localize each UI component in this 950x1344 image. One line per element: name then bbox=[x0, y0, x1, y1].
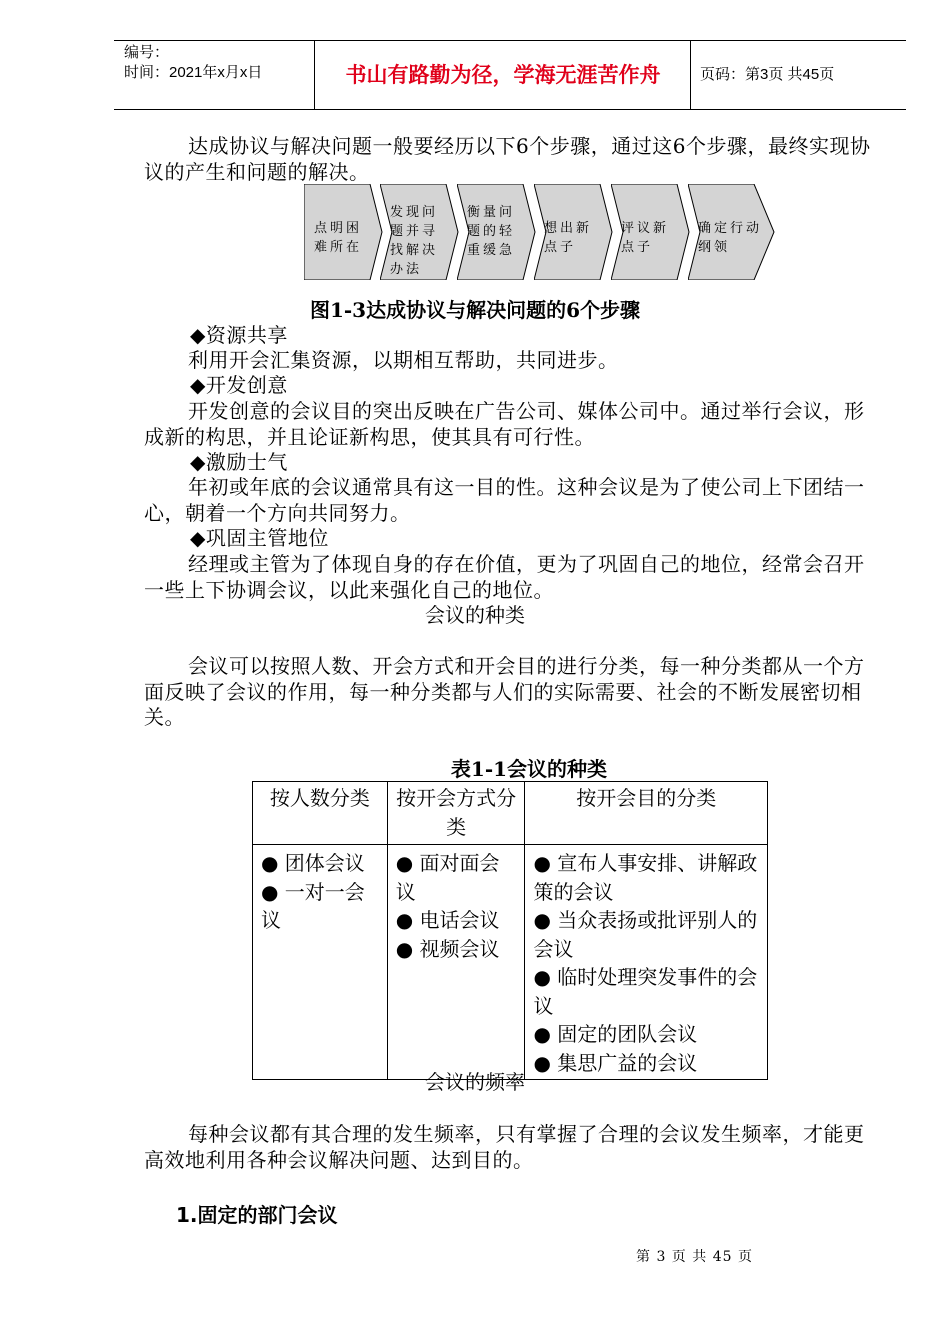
types-title: 会议的种类 bbox=[425, 603, 525, 627]
meeting-types-table bbox=[252, 781, 768, 1080]
list-item: ● 集思广益的会议 bbox=[533, 1050, 698, 1075]
figure-caption: 图1-3达成协议与解决问题的6个步骤 bbox=[309, 298, 641, 322]
frequency-title: 会议的频率 bbox=[425, 1070, 525, 1094]
header-meta bbox=[124, 43, 262, 83]
intro-paragraph: 达成协议与解决问题一般要经历以下6个步骤，通过这6个步骤，最终实现协议的产生和问题的解决。 bbox=[144, 134, 871, 184]
table-caption: 表1-1会议的种类 bbox=[450, 757, 608, 781]
header-page-info: 页码：第3页 共45页 bbox=[700, 66, 835, 83]
table-row bbox=[253, 845, 768, 1080]
section-body: 开发创意的会议目的突出反映在广告公司、媒体公司中。通过举行会议，形成新的构思，并且论证新构思，使其具有可行性。 bbox=[144, 399, 865, 449]
header-motto: 书山有路勤为径，学海无涯苦作舟 bbox=[345, 62, 661, 87]
list-item: ● 一对一会议 bbox=[261, 879, 365, 932]
list-item: ● 临时处理突发事件的会议 bbox=[533, 965, 758, 1018]
header-number: 编号： bbox=[124, 44, 170, 61]
header-divider bbox=[314, 41, 315, 109]
page-footer: 第 3 页 共 45 页 bbox=[636, 1249, 753, 1265]
frequency-paragraph: 每种会议都有其合理的发生频率，只有掌握了合理的会议发生频率，才能更高效地利用各种会议解决问题、达到目的。 bbox=[144, 1122, 865, 1172]
list-item: ● 电话会议 bbox=[395, 908, 500, 932]
section-body: 利用开会汇集资源，以期相互帮助，共同进步。 bbox=[188, 348, 619, 372]
list-item: ● 团体会议 bbox=[261, 851, 365, 875]
header-time: 时间：2021年x月x日 bbox=[124, 64, 263, 81]
step-label: 衡量问题的轻重缓急 bbox=[467, 204, 516, 257]
header-divider bbox=[690, 41, 691, 109]
list-item: ● 当众表扬或批评别人的会议 bbox=[533, 908, 758, 961]
step-label: 确定行动纲领 bbox=[698, 220, 763, 254]
table-cell bbox=[387, 845, 525, 1080]
types-paragraph: 会议可以按照人数、开会方式和开会目的进行分类，每一种分类都从一个方面反映了会议的作用，每一种分类都与人们的实际需要、社会的不断发展密切相关。 bbox=[144, 654, 865, 729]
table-header: 按开会方式分类 bbox=[387, 782, 525, 845]
list-item: ● 宣布人事安排、讲解政策的会议 bbox=[533, 851, 758, 904]
table-header: 按人数分类 bbox=[253, 782, 388, 845]
section-heading: ◆巩固主管地位 bbox=[190, 526, 329, 550]
table-cell bbox=[525, 845, 768, 1080]
page-header bbox=[114, 40, 906, 110]
section-body: 年初或年底的会议通常具有这一目的性。这种会议是为了使公司上下团结一心，朝着一个方向共同努力。 bbox=[144, 475, 865, 525]
table-header-row bbox=[253, 782, 768, 845]
list-item: ● 视频会议 bbox=[395, 936, 500, 961]
section-heading: ◆激励士气 bbox=[190, 450, 288, 474]
step-label: 评议新点子 bbox=[621, 220, 670, 254]
list-item: ● 面对面会议 bbox=[395, 851, 500, 904]
step-label: 点明困难所在 bbox=[314, 220, 363, 254]
list-item: ● 固定的团队会议 bbox=[533, 1022, 698, 1046]
steps-flow bbox=[300, 184, 780, 284]
table-header: 按开会目的分类 bbox=[525, 782, 768, 845]
step-label: 发现问题并寻找解决办法 bbox=[390, 204, 439, 276]
section-body: 经理或主管为了体现自身的存在价值，更为了巩固自己的地位，经常会召开一些上下协调会议，以此来强化自己的地位。 bbox=[144, 552, 865, 602]
table-cell bbox=[253, 845, 388, 1080]
step-label: 想出新点子 bbox=[544, 220, 593, 254]
section-heading: ◆资源共享 bbox=[190, 323, 288, 347]
subheading: 1.固定的部门会议 bbox=[176, 1203, 338, 1227]
section-heading: ◆开发创意 bbox=[190, 373, 288, 397]
